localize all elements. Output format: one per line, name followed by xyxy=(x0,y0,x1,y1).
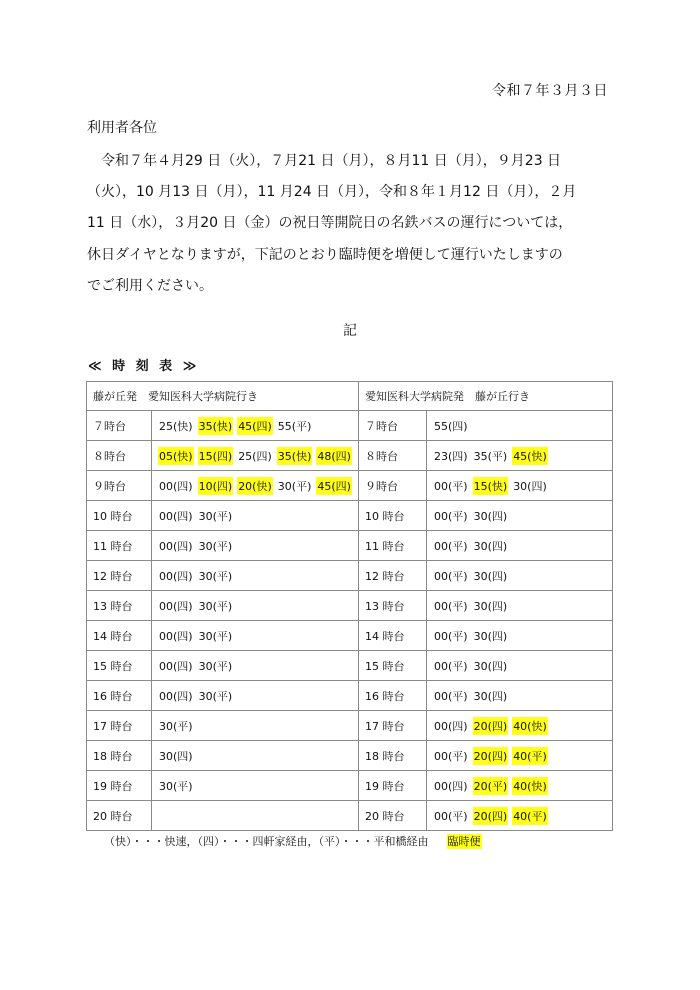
departures-outbound xyxy=(152,771,359,801)
legend xyxy=(104,833,482,849)
departure: 25(快) xyxy=(159,419,193,433)
departures-outbound xyxy=(152,651,359,681)
departure: 30(平) xyxy=(198,689,233,703)
departures-outbound xyxy=(152,801,359,831)
body-line: でご利用ください。 xyxy=(87,277,213,294)
departure: 00(四) xyxy=(159,659,193,673)
addressee: 利用者各位 xyxy=(87,120,157,136)
departure: 23(四) xyxy=(434,449,468,463)
hour-cell-outbound: 12 時台 xyxy=(87,561,152,591)
departure-extra: 40(平) xyxy=(512,747,548,765)
timetable xyxy=(86,381,613,831)
departure: 00(平) xyxy=(434,629,468,643)
departures-inbound xyxy=(427,531,613,561)
departures-outbound xyxy=(152,591,359,621)
departure: 30(平) xyxy=(198,629,233,643)
hour-cell-outbound: ７時台 xyxy=(87,411,152,441)
departure: 00(平) xyxy=(434,659,468,673)
hour-cell-inbound: ７時台 xyxy=(359,411,427,441)
departure: 30(四) xyxy=(473,509,508,523)
table-row xyxy=(87,441,613,471)
table-row xyxy=(87,801,613,831)
departure: 30(平) xyxy=(198,569,233,583)
departures-inbound xyxy=(427,561,613,591)
table-row xyxy=(87,711,613,741)
hour-cell-outbound: 16 時台 xyxy=(87,681,152,711)
legend-text: （快）・・・快速，（四）・・・四軒家経由，（平）・・・平和橋経由 xyxy=(104,835,429,848)
body-line: 11 日（水），３月20 日（金）の祝日等開院日の名鉄バスの運行については， xyxy=(87,215,573,232)
table-row xyxy=(87,561,613,591)
departure: 30(四) xyxy=(473,629,508,643)
hour-cell-inbound: 17 時台 xyxy=(359,711,427,741)
table-row xyxy=(87,681,613,711)
departures-outbound xyxy=(152,621,359,651)
departure-extra: 35(快) xyxy=(277,447,313,465)
table-row xyxy=(87,501,613,531)
hour-cell-outbound: ８時台 xyxy=(87,441,152,471)
hour-cell-inbound: 10 時台 xyxy=(359,501,427,531)
departure-extra: 48(四) xyxy=(316,447,352,465)
hour-cell-outbound: 19 時台 xyxy=(87,771,152,801)
departure: 30(四) xyxy=(473,539,508,553)
departure: 00(平) xyxy=(434,569,468,583)
ki-heading: 記 xyxy=(343,323,357,339)
departures-outbound xyxy=(152,501,359,531)
hour-cell-outbound: ９時台 xyxy=(87,471,152,501)
hour-cell-inbound: 16 時台 xyxy=(359,681,427,711)
departures-inbound xyxy=(427,741,613,771)
header-hospital-to-fujigaoka: 愛知医科大学病院発 藤が丘行き xyxy=(359,382,613,411)
hour-cell-outbound: 15 時台 xyxy=(87,651,152,681)
hour-cell-inbound: 20 時台 xyxy=(359,801,427,831)
departures-inbound xyxy=(427,411,613,441)
table-row xyxy=(87,771,613,801)
departure: 30(平) xyxy=(198,599,233,613)
departure: 30(平) xyxy=(159,719,193,733)
departure: 00(平) xyxy=(434,809,468,823)
departure: 30(四) xyxy=(513,479,547,493)
table-row xyxy=(87,591,613,621)
departure: 00(四) xyxy=(159,599,193,613)
hour-cell-inbound: 15 時台 xyxy=(359,651,427,681)
departure: 00(平) xyxy=(434,749,468,763)
departures-outbound xyxy=(152,531,359,561)
body-line: 休日ダイヤとなりますが，下記のとおり臨時便を増便して運行いたしますの xyxy=(87,246,563,263)
hour-cell-inbound: 18 時台 xyxy=(359,741,427,771)
departures-inbound xyxy=(427,801,613,831)
timetable-title: ≪ 時 刻 表 ≫ xyxy=(88,359,200,374)
departure-extra: 05(快) xyxy=(158,447,194,465)
departure: 25(四) xyxy=(238,449,272,463)
hour-cell-inbound: 13 時台 xyxy=(359,591,427,621)
departures-inbound xyxy=(427,681,613,711)
departures-inbound xyxy=(427,471,613,501)
departure: 30(平) xyxy=(198,659,233,673)
timetable-header-row xyxy=(87,382,613,411)
departure-extra: 40(快) xyxy=(512,777,548,795)
departure: 00(四) xyxy=(159,689,193,703)
departure: 00(四) xyxy=(159,539,193,553)
departure: 00(平) xyxy=(434,479,468,493)
departure-extra: 20(四) xyxy=(473,807,509,825)
departure: 00(四) xyxy=(159,479,193,493)
hour-cell-inbound: 11 時台 xyxy=(359,531,427,561)
departure: 00(四) xyxy=(434,779,468,793)
departure-extra: 20(四) xyxy=(473,717,509,735)
departure-extra: 20(四) xyxy=(473,747,509,765)
hour-cell-outbound: 18 時台 xyxy=(87,741,152,771)
departures-outbound xyxy=(152,681,359,711)
table-row xyxy=(87,471,613,501)
departure-extra: 10(四) xyxy=(198,477,234,495)
departure: 55(平) xyxy=(277,419,312,433)
hour-cell-inbound: 19 時台 xyxy=(359,771,427,801)
legend-extra-service: 臨時便 xyxy=(447,835,481,848)
departure-extra: 40(快) xyxy=(512,717,548,735)
hour-cell-outbound: 10 時台 xyxy=(87,501,152,531)
departure: 30(平) xyxy=(277,479,312,493)
departure: 30(平) xyxy=(159,779,193,793)
departure: 35(平) xyxy=(473,449,508,463)
notice-body xyxy=(87,146,617,302)
hour-cell-outbound: 20 時台 xyxy=(87,801,152,831)
departure: 30(平) xyxy=(198,539,233,553)
body-line: （火），10 月13 日（月），11 月24 日（月），令和８年１月12 日（月），２月 xyxy=(87,184,577,201)
table-row xyxy=(87,741,613,771)
departure: 30(四) xyxy=(159,749,193,763)
departure: 55(四) xyxy=(434,419,468,433)
departure-extra: 45(四) xyxy=(316,477,352,495)
hour-cell-inbound: ８時台 xyxy=(359,441,427,471)
departures-inbound xyxy=(427,501,613,531)
departure-extra: 20(平) xyxy=(473,777,509,795)
hour-cell-outbound: 11 時台 xyxy=(87,531,152,561)
departures-outbound xyxy=(152,711,359,741)
table-row xyxy=(87,411,613,441)
departure-extra: 15(快) xyxy=(473,477,509,495)
departure: 30(四) xyxy=(473,569,508,583)
departure-extra: 15(四) xyxy=(198,447,234,465)
departure: 30(四) xyxy=(473,599,508,613)
departure: 30(四) xyxy=(473,689,508,703)
departure: 00(平) xyxy=(434,599,468,613)
departure: 00(四) xyxy=(159,509,193,523)
departures-outbound xyxy=(152,441,359,471)
departures-inbound xyxy=(427,711,613,741)
departure: 00(平) xyxy=(434,689,468,703)
departure-extra: 35(快) xyxy=(198,417,234,435)
header-fujigaoka-to-hospital: 藤が丘発 愛知医科大学病院行き xyxy=(87,382,359,411)
departure-extra: 45(四) xyxy=(237,417,273,435)
document-date: 令和７年３月３日 xyxy=(492,83,608,99)
departures-inbound xyxy=(427,771,613,801)
table-row xyxy=(87,651,613,681)
departure: 00(平) xyxy=(434,539,468,553)
hour-cell-inbound: 14 時台 xyxy=(359,621,427,651)
departure-extra: 40(平) xyxy=(512,807,548,825)
hour-cell-outbound: 13 時台 xyxy=(87,591,152,621)
departure: 00(平) xyxy=(434,509,468,523)
hour-cell-outbound: 14 時台 xyxy=(87,621,152,651)
departures-outbound xyxy=(152,561,359,591)
departure: 00(四) xyxy=(159,629,193,643)
departures-outbound xyxy=(152,471,359,501)
table-row xyxy=(87,531,613,561)
departures-inbound xyxy=(427,591,613,621)
departure: 30(四) xyxy=(473,659,508,673)
departures-inbound xyxy=(427,621,613,651)
departure: 00(四) xyxy=(159,569,193,583)
hour-cell-outbound: 17 時台 xyxy=(87,711,152,741)
departure-extra: 20(快) xyxy=(237,477,273,495)
departures-outbound xyxy=(152,741,359,771)
table-row xyxy=(87,621,613,651)
hour-cell-inbound: 12 時台 xyxy=(359,561,427,591)
departures-outbound xyxy=(152,411,359,441)
departure: 00(四) xyxy=(434,719,468,733)
departures-inbound xyxy=(427,441,613,471)
departures-inbound xyxy=(427,651,613,681)
body-line: 令和７年４月29 日（火），７月21 日（月），８月11 日（月），９月23 日 xyxy=(87,153,562,169)
departure-extra: 45(快) xyxy=(512,447,548,465)
hour-cell-inbound: ９時台 xyxy=(359,471,427,501)
departure: 30(平) xyxy=(198,509,233,523)
